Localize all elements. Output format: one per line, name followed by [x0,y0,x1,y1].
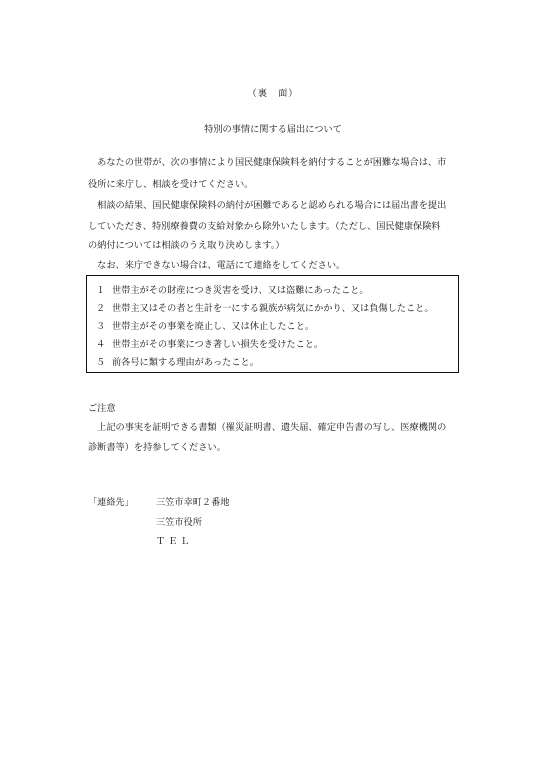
case-text: 世帯主がその財産につき災害を受け、又は盗難にあったこと。 [112,285,369,296]
contact-tel: ＴＥＬ [156,536,193,547]
case-text: 世帯主又はその者と生計を一にする親族が病気にかかり、又は負傷したこと。 [112,303,434,314]
case-number: ４ [96,339,106,350]
special-circumstances-box [86,275,459,373]
note-line: 診断書等）を持参してください。 [88,442,226,453]
case-item [96,340,323,349]
page-side-label: （裏 面） [247,88,299,99]
case-text: 世帯主がその事業を廃止し、又は休止したこと。 [112,321,315,332]
case-item [96,322,314,331]
case-number: ２ [96,303,106,314]
case-text: 世帯主がその事業につき著しい損失を受けたこと。 [112,339,324,350]
body-line: 相談の結果、国民健康保険料の納付が困難であると認められる場合には届出書を提出 [88,200,447,211]
document-title: 特別の事情に関する届出について [204,124,342,135]
contact-label: 「連絡先」 [88,497,134,508]
note-line: 上記の事実を証明できる書類（罹災証明書、遺失届、確定申告書の写し、医療機関の [88,422,447,433]
case-item [96,358,259,367]
note-heading: ご注意 [88,403,116,414]
contact-office: 三笠市役所 [156,517,202,528]
body-line: あなたの世帯が、次の事情により国民健康保険料を納付することが困難な場合は、市 [88,157,447,168]
case-number: １ [96,285,106,296]
contact-address: 三笠市幸町２番地 [156,497,230,508]
body-line: していただき、特別療養費の支給対象から除外いたします。（ただし、国民健康保険料 [88,221,441,232]
case-number: ３ [96,321,106,332]
case-item [96,286,369,295]
case-number: ５ [96,357,106,368]
body-line: の納付については相談のうえ取り決めします。） [88,240,285,251]
case-item [96,304,434,313]
case-text: 前各号に類する理由があったこと。 [112,357,259,368]
body-line: 役所に来庁し、相談を受けてください。 [88,179,254,190]
body-line: なお、来庁できない場合は、電話にて連絡をしてください。 [88,260,346,271]
